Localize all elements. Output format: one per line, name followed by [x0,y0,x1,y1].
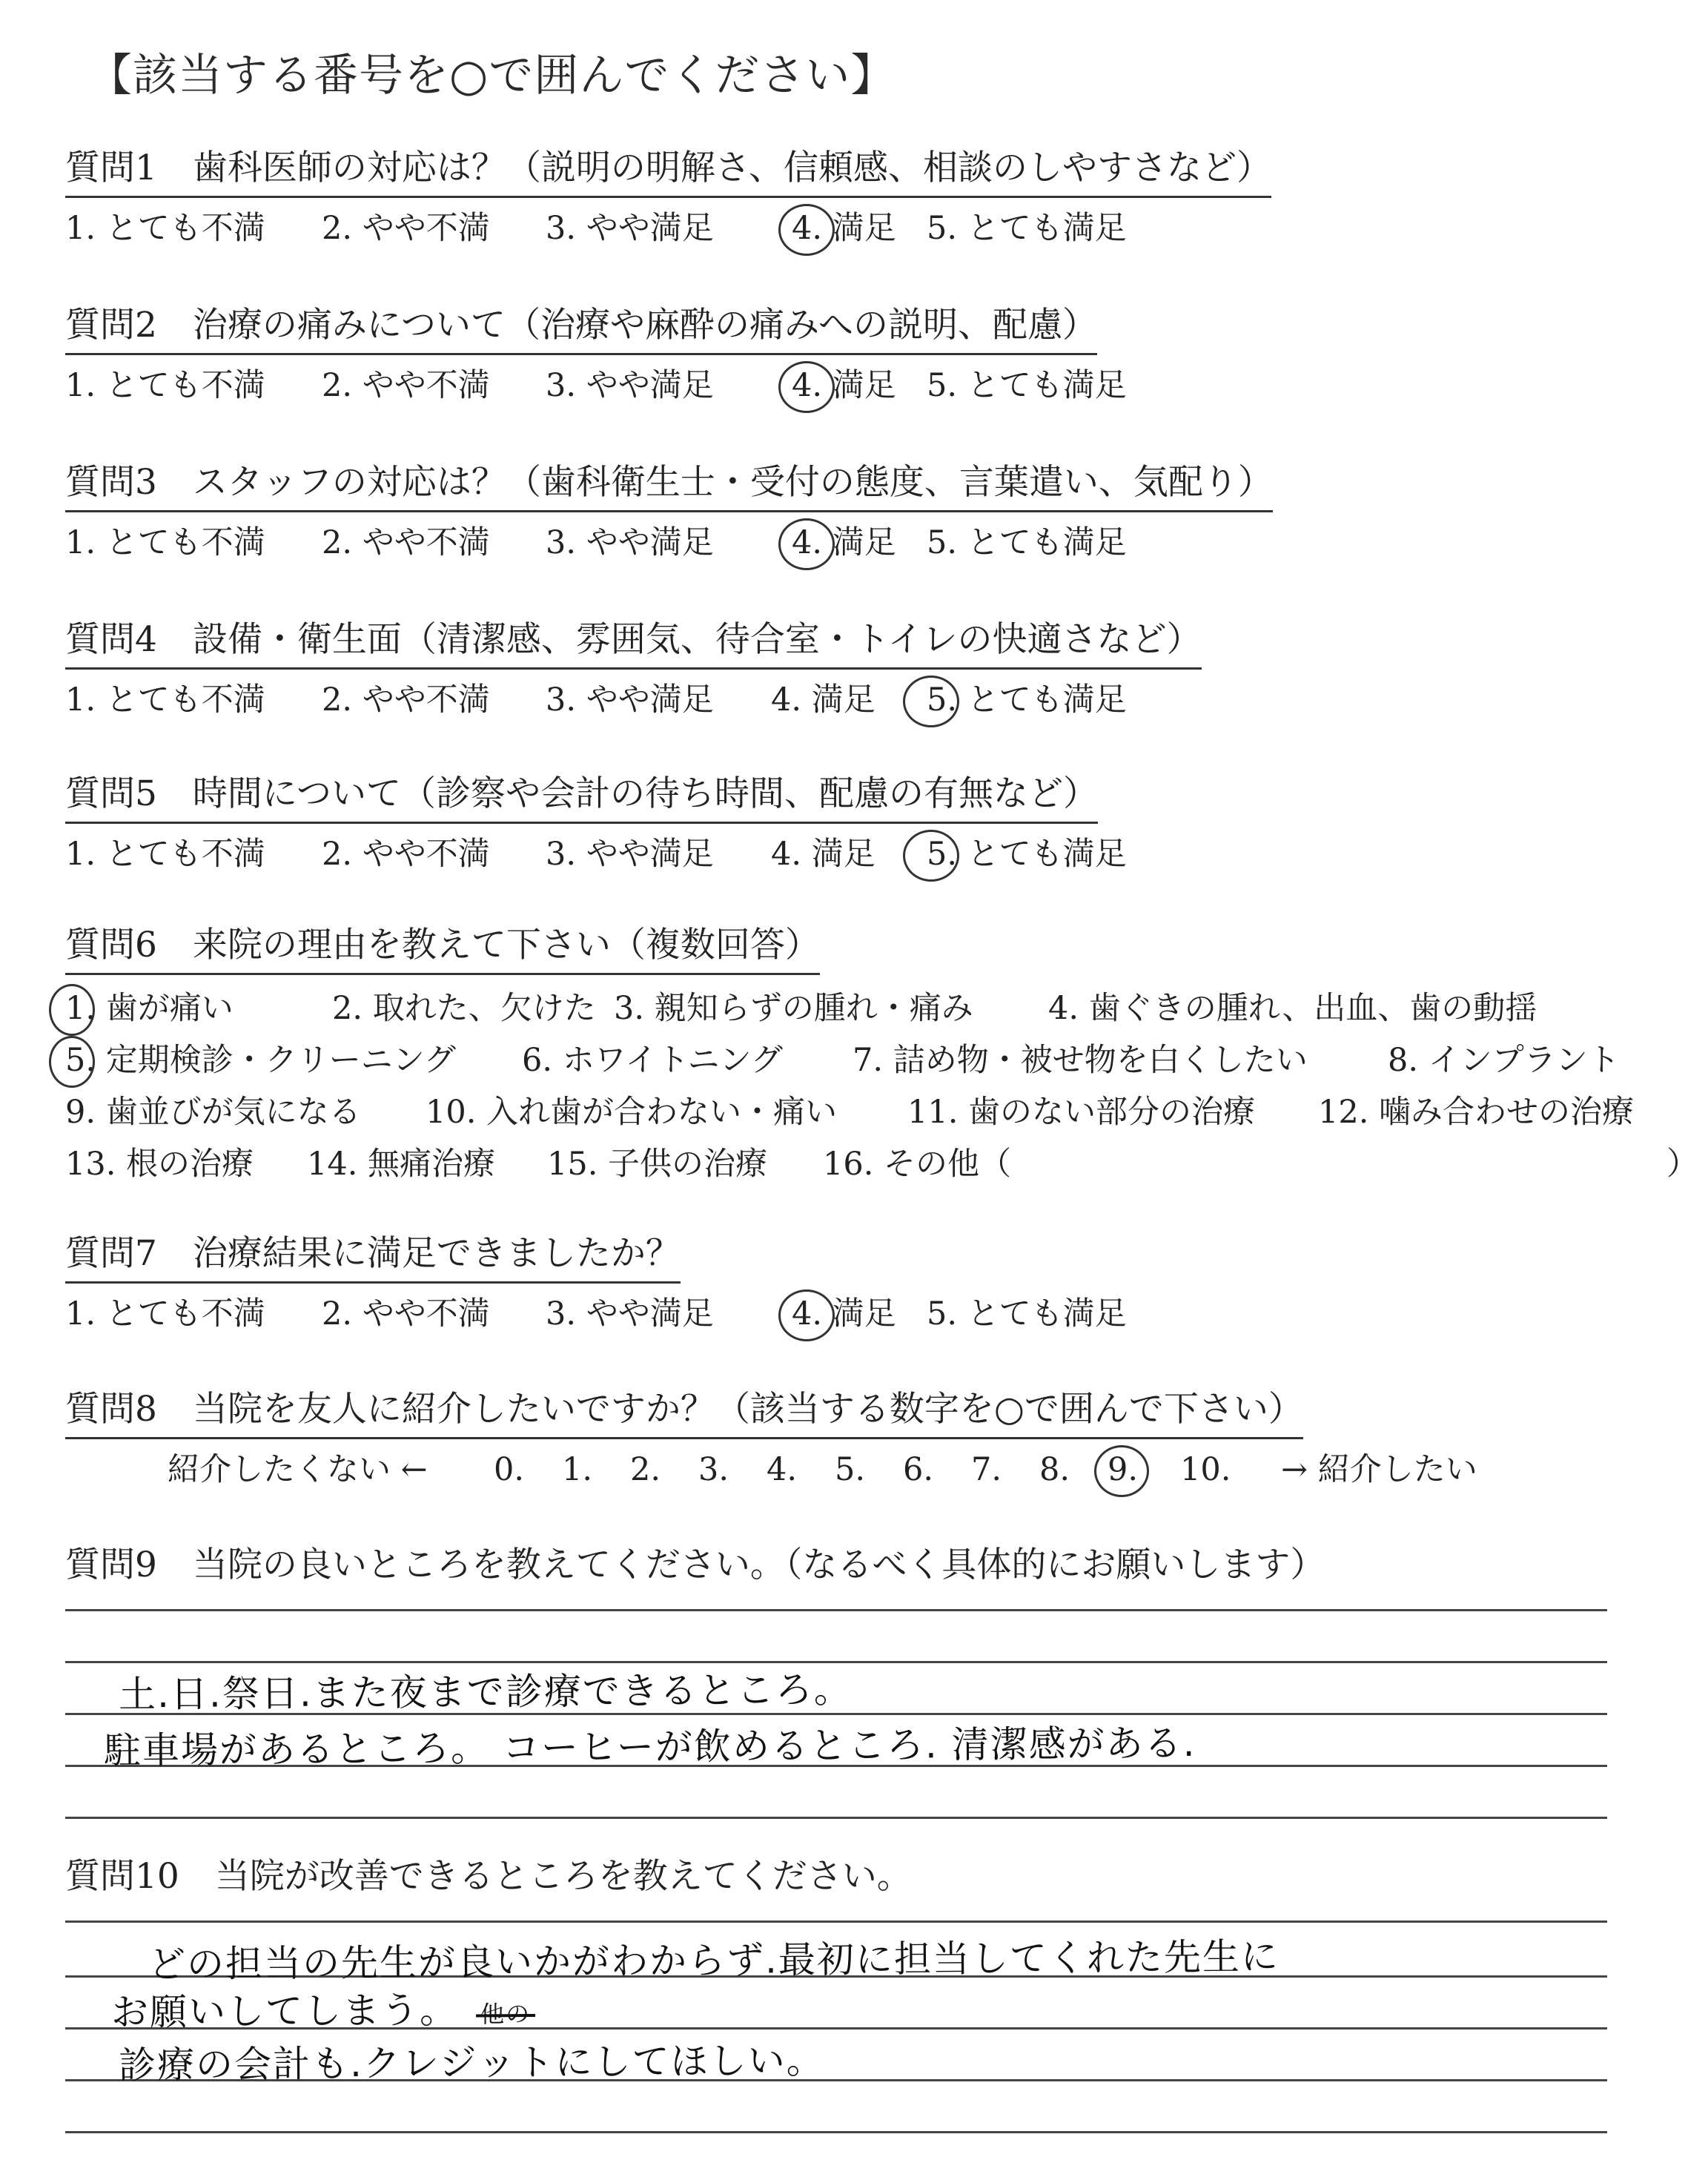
answer-line [65,1609,1607,1611]
option-3[interactable]: 3. やや満足 [546,210,714,247]
option-4[interactable]: 4. 満足 [792,367,896,404]
scale-10[interactable]: 10. [1180,1451,1231,1488]
question-9-title [65,1542,1325,1588]
scale-5[interactable]: 5. [835,1451,866,1488]
struck-out-text: 他の [480,1995,531,2029]
option-2[interactable]: 2. やや不満 [322,1295,490,1332]
question-number: 質問6 [65,925,157,965]
selection-circle [1094,1445,1149,1497]
scale-1[interactable]: 1. [562,1451,593,1488]
question-6 [65,922,1698,1190]
question-text: 当院が改善できるところを教えてください。 [214,1856,912,1897]
question-10 [65,1854,912,1900]
scale-9[interactable]: 9. [1108,1451,1139,1488]
question-number: 質問7 [65,1233,157,1274]
scale-0[interactable]: 0. [494,1451,525,1488]
reason-10[interactable]: 10. 入れ歯が合わない・痛い [426,1094,838,1131]
rating-options [65,360,1127,412]
rating-options [65,202,1271,254]
question-7 [65,1231,1127,1340]
question-text: 設備・衛生面（清潔感、雰囲気、待合室・トイレの快適さなど） [192,619,1202,660]
reason-15[interactable]: 15. 子供の治療 [547,1146,768,1183]
question-4-title [65,617,1202,670]
question-3-title [65,460,1273,512]
question-text: 治療結果に満足できましたか？ [192,1233,681,1274]
reason-3[interactable]: 3. 親知らずの腫れ・痛み [614,990,973,1027]
reason-2[interactable]: 2. 取れた、欠けた [332,990,596,1027]
option-2[interactable]: 2. やや不満 [322,681,490,719]
question-6-title [65,922,820,975]
option-5[interactable]: 5. とても満足 [927,836,1127,873]
selection-circle [903,830,959,882]
reason-4[interactable]: 4. 歯ぐきの腫れ、出血、歯の動揺 [1048,990,1537,1027]
option-1[interactable]: 1. とても不満 [65,836,265,873]
reason-row-4 [65,1138,1698,1190]
reason-row-3 [65,1086,1635,1138]
rating-options [65,1288,1127,1340]
handwritten-answer-line [111,1980,532,2036]
answer-line [65,1817,1607,1819]
reason-1[interactable]: 1. 歯が痛い [65,990,234,1027]
selection-circle [778,361,835,413]
reason-9[interactable]: 9. 歯並びが気になる [65,1094,361,1131]
question-number: 質問10 [65,1856,179,1897]
selection-circle [903,676,959,727]
option-4[interactable]: 4. 満足 [792,210,896,247]
question-1-title [65,145,1271,198]
option-4[interactable]: 4. 満足 [771,836,875,873]
question-7-title [65,1231,681,1284]
reason-13[interactable]: 13. 根の治療 [65,1146,254,1183]
handwritten-answer-line: 駐車場があるところ。 コーヒーが飲めるところ. 清潔感がある. [103,1721,1196,1773]
question-4 [65,617,1202,726]
scale-right-label: → 紹介したい [1281,1451,1477,1488]
reason-12[interactable]: 12. 噛み合わせの治療 [1318,1094,1635,1131]
rating-options [65,517,1273,569]
scale-7[interactable]: 7. [971,1451,1002,1488]
option-3[interactable]: 3. やや満足 [546,1295,714,1332]
option-1[interactable]: 1. とても不満 [65,1295,265,1332]
handwritten-answer-line: どの担当の先生が良いかがわからず.最初に担当してくれた先生に [148,1935,1280,1986]
rating-options [65,828,1127,880]
question-text: 時間について（診察や会計の待ち時間、配慮の有無など） [192,773,1098,814]
question-number: 質問1 [65,148,157,188]
question-3 [65,460,1273,569]
question-2-title [65,303,1097,355]
handwritten-text: お願いしてしまう。 [110,1988,459,2034]
answer-line [65,1920,1607,1923]
handwritten-answer-line: 土.日.祭日.また夜まで診療できるところ。 [118,1668,853,1717]
selection-circle [778,204,835,256]
question-8-title [65,1387,1303,1439]
option-3[interactable]: 3. やや満足 [546,367,714,404]
question-number: 質問2 [65,305,157,346]
option-1[interactable]: 1. とても不満 [65,524,265,561]
option-5[interactable]: 5. とても満足 [927,1295,1127,1332]
option-5[interactable]: 5. とても満足 [927,367,1127,404]
question-text: 歯科医師の対応は？（説明の明解さ、信頼感、相談のしやすさなど） [192,148,1272,188]
option-1[interactable]: 1. とても不満 [65,210,265,247]
selection-circle [778,518,835,570]
question-5 [65,771,1127,880]
question-5-title [65,771,1098,824]
reason-14[interactable]: 14. 無痛治療 [307,1146,496,1183]
scale-4[interactable]: 4. [767,1451,798,1488]
rating-options [65,674,1202,726]
question-text: 当院の良いところを教えてください。（なるべく具体的にお願いします） [192,1545,1325,1585]
question-text: 治療の痛みについて（治療や麻酔の痛みへの説明、配慮） [192,305,1098,346]
selection-circle [778,1289,835,1341]
question-number: 質問4 [65,619,157,660]
question-1 [65,145,1271,254]
option-2[interactable]: 2. やや不満 [322,524,490,561]
question-2 [65,303,1127,412]
option-5[interactable]: 5. とても満足 [927,681,1127,719]
handwritten-answer-line: 診療の会計も.クレジットにしてほしい。 [118,2038,825,2087]
reason-8[interactable]: 8. インプラント [1388,1042,1620,1079]
reason-row-2 [65,1034,1620,1086]
reason-7[interactable]: 7. 詰め物・被せ物を白くしたい [853,1042,1308,1079]
reason-11[interactable]: 11. 歯のない部分の治療 [907,1094,1256,1131]
reason-6[interactable]: 6. ホワイトニング [522,1042,783,1079]
option-2[interactable]: 2. やや不満 [322,210,490,247]
reason-16[interactable]: 16. その他（ [823,1146,1012,1183]
question-number: 質問8 [65,1389,157,1430]
selection-circle [49,1036,95,1088]
question-8 [65,1387,1477,1496]
question-10-title [65,1854,912,1900]
option-3[interactable]: 3. やや満足 [546,524,714,561]
question-9 [65,1542,1325,1588]
option-1[interactable]: 1. とても不満 [65,367,265,404]
option-4[interactable]: 4. 満足 [771,681,875,719]
page-title: 【該当する番号を○で囲んでください】 [87,50,896,102]
option-1[interactable]: 1. とても不満 [65,681,265,719]
scale-8[interactable]: 8. [1039,1451,1070,1488]
reason-16-close: ） [1666,1146,1698,1183]
question-text: 来院の理由を教えて下さい（複数回答） [192,925,820,965]
recommend-scale [65,1444,1477,1496]
reason-row-1 [65,982,1537,1034]
question-number: 質問9 [65,1545,157,1585]
option-3[interactable]: 3. やや満足 [546,836,714,873]
question-number: 質問3 [65,462,157,503]
question-number: 質問5 [65,773,157,814]
option-2[interactable]: 2. やや不満 [322,367,490,404]
question-text: スタッフの対応は？（歯科衛生士・受付の態度、言葉遣い、気配り） [192,462,1273,503]
option-5[interactable]: 5. とても満足 [927,524,1127,561]
scale-left-label: 紹介したくない ← [168,1451,428,1488]
option-5[interactable]: 5. とても満足 [927,210,1127,247]
question-text: 当院を友人に紹介したいですか？（該当する数字を○で囲んで下さい） [192,1389,1303,1430]
reason-5[interactable]: 5. 定期検診・クリーニング [65,1042,456,1079]
scale-3[interactable]: 3. [698,1451,729,1488]
option-3[interactable]: 3. やや満足 [546,681,714,719]
answer-line [65,2131,1607,2133]
option-4[interactable]: 4. 満足 [792,524,896,561]
selection-circle [49,984,95,1036]
scale-6[interactable]: 6. [903,1451,934,1488]
option-2[interactable]: 2. やや不満 [322,836,490,873]
scale-2[interactable]: 2. [630,1451,661,1488]
option-4[interactable]: 4. 満足 [792,1295,896,1332]
